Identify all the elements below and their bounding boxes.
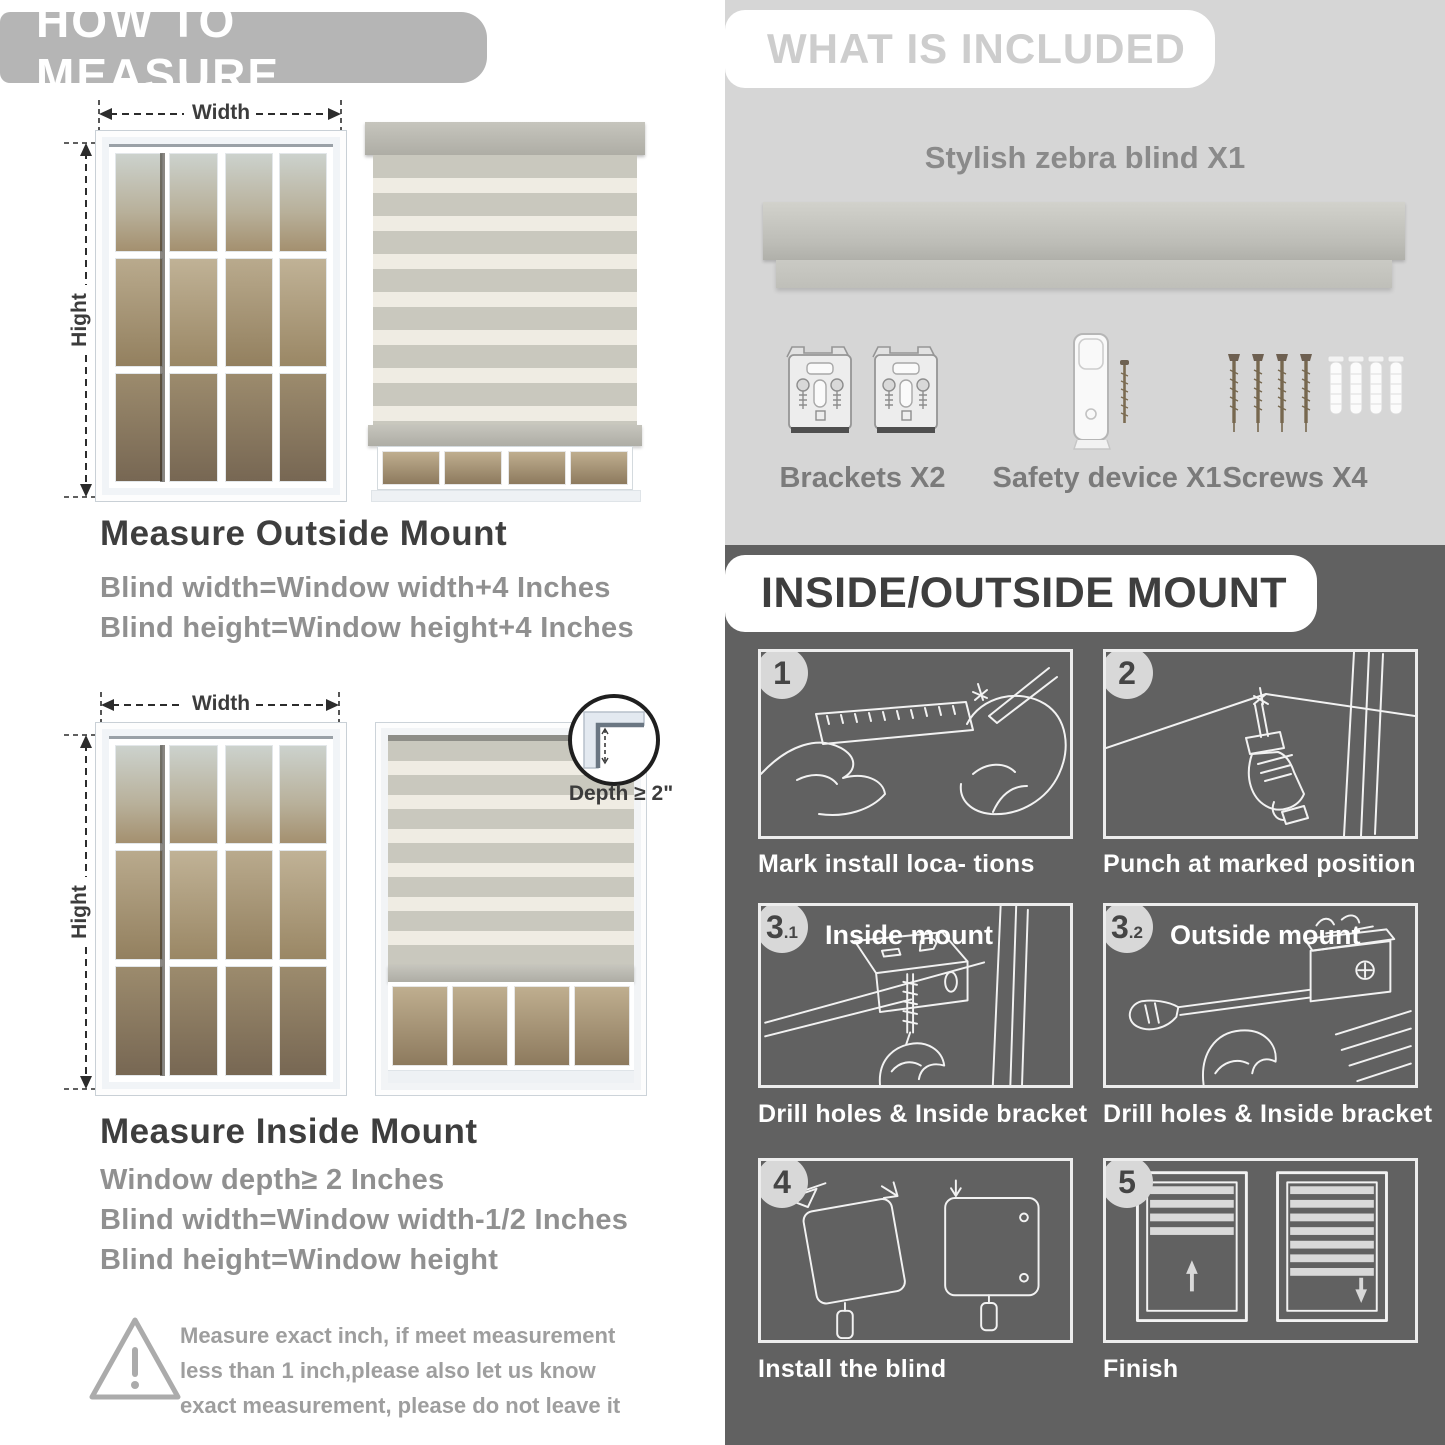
window-under-blind (377, 446, 633, 490)
step-caption-3-1: Drill holes & Inside bracket (758, 1100, 1088, 1128)
inside-mount-line2: Blind width=Window width-1/2 Inches (100, 1204, 629, 1236)
window-pane (115, 745, 163, 844)
warning-text: Measure exact inch, if meet measurement less than 1 inch,please also let us know exact measurement, please do not leave it (180, 1323, 621, 1418)
window-pane (279, 850, 327, 960)
window-pane (570, 451, 628, 485)
step-caption-1: Mark install loca- tions (758, 850, 1035, 878)
height-label: Hight (67, 293, 91, 347)
depth-label: Depth ≥ 2" (568, 782, 674, 805)
window-pane (225, 745, 273, 844)
step-caption-4: Install the blind (758, 1355, 947, 1383)
step-panel-5 (1103, 1158, 1418, 1343)
window-photo-inside (95, 722, 347, 1096)
window-pane (115, 850, 163, 960)
window-pane (279, 153, 327, 252)
step-number: 2 (1118, 654, 1136, 691)
step-title: Inside mount (825, 920, 993, 950)
what-is-included-section (725, 0, 1445, 545)
depth-magnifier (568, 694, 660, 786)
window-sash-left (115, 745, 218, 1076)
window-glass (109, 736, 333, 1082)
window-pane (115, 258, 163, 367)
window-pane (392, 986, 448, 1066)
step-panel-4 (758, 1158, 1073, 1343)
mark-locations-illustration-icon (761, 652, 1070, 836)
window-glass (392, 986, 508, 1066)
blind-headrail (365, 122, 645, 155)
safety-device-label: Safety device X1 (992, 462, 1222, 494)
install-blind-illustration-icon (761, 1161, 1070, 1340)
window-pane (279, 258, 327, 367)
window-pane (225, 373, 273, 482)
blind-bottom-rail (368, 425, 642, 446)
blind-bottom-rail (388, 965, 634, 982)
step-title: Outside mount (1170, 920, 1361, 950)
window-pane (508, 451, 566, 485)
window-pane (279, 373, 327, 482)
window-pane (452, 986, 508, 1066)
warning-triangle-icon (85, 1312, 185, 1407)
window-pane (115, 153, 163, 252)
step-number: 1 (773, 654, 791, 691)
width-label: Width (192, 101, 251, 124)
window-pane (225, 153, 273, 252)
window-pane (574, 986, 630, 1066)
what-is-included-header (725, 10, 1215, 88)
window-pane (115, 373, 163, 482)
step-caption-2: Punch at marked position (1103, 850, 1416, 878)
window-glass (514, 986, 630, 1066)
step-panel-2 (1103, 649, 1418, 839)
window-pane (444, 451, 502, 485)
window-pane (169, 258, 217, 367)
step-number: 5 (1118, 1163, 1136, 1200)
zebra-blind-headrail-image (763, 202, 1405, 260)
zebra-blind-outside-figure (365, 122, 645, 500)
height-measure-arrow-inside (60, 732, 100, 1092)
blind-fabric (373, 155, 637, 425)
step-panel-3-2 (1103, 903, 1418, 1088)
window-pane (279, 966, 327, 1076)
inside-mount-line1: Window depth≥ 2 Inches (100, 1164, 445, 1196)
outside-mount-line1: Blind width=Window width+4 Inches (100, 572, 611, 604)
window-pane (279, 745, 327, 844)
height-label: Hight (67, 885, 91, 939)
window-glass (382, 451, 502, 485)
product-label: Stylish zebra blind X1 (924, 140, 1246, 175)
what-is-included-title: WHAT IS INCLUDED (767, 25, 1186, 72)
safety-device-icon (1060, 330, 1140, 455)
step-number: 3 (766, 908, 784, 945)
step-caption-5: Finish (1103, 1355, 1179, 1383)
step-panel-3-1 (758, 903, 1073, 1088)
how-to-measure-section (0, 0, 700, 1445)
window-pane (225, 966, 273, 1076)
window-sash-left (115, 153, 218, 482)
window-sash-right (225, 153, 328, 482)
window-pane (225, 850, 273, 960)
window-sill (388, 1070, 634, 1083)
zebra-blind-headrail-lip (776, 260, 1392, 288)
mount-header (725, 555, 1317, 632)
inside-mount-line3: Blind height=Window height (100, 1244, 499, 1276)
mount-header-title: INSIDE/OUTSIDE MOUNT (761, 569, 1288, 617)
window-pane (225, 258, 273, 367)
window-under-blind (388, 982, 634, 1070)
window-pane (169, 373, 217, 482)
step-caption-3-2: Drill holes & Inside bracket (1103, 1100, 1433, 1128)
step-number-sub: .2 (1128, 923, 1143, 942)
window-glass (109, 144, 333, 488)
window-pane (169, 153, 217, 252)
window-pane (514, 986, 570, 1066)
width-label: Width (192, 692, 251, 715)
height-measure-arrow (60, 140, 100, 500)
outside-mount-title: Measure Outside Mount (100, 514, 508, 553)
step-number: 3 (1111, 908, 1129, 945)
window-glass (508, 451, 628, 485)
window-pane (169, 966, 217, 1076)
finish-illustration-icon (1106, 1161, 1415, 1340)
window-pane (382, 451, 440, 485)
outside-mount-line2: Blind height=Window height+4 Inches (100, 612, 634, 644)
inside-mount-title: Measure Inside Mount (100, 1112, 478, 1151)
window-sill (371, 490, 641, 502)
screws-icon (1220, 348, 1405, 448)
window-pane (169, 745, 217, 844)
corner-detail-icon (572, 698, 650, 776)
screws-label: Screws X4 (1222, 462, 1368, 494)
step-number-sub: .1 (783, 923, 798, 942)
step-number: 4 (773, 1163, 791, 1200)
brackets-label: Brackets X2 (779, 462, 946, 494)
window-pane (169, 850, 217, 960)
how-to-measure-title: HOW TO MEASURE (36, 0, 281, 101)
window-sash-right (225, 745, 328, 1076)
window-photo-outside (95, 130, 347, 502)
mount-steps-section (725, 545, 1445, 1445)
how-to-measure-banner (0, 0, 487, 101)
brackets-icon (783, 343, 943, 443)
window-pane (115, 966, 163, 1076)
drill-illustration-icon (1106, 652, 1415, 836)
step-panel-1 (758, 649, 1073, 839)
